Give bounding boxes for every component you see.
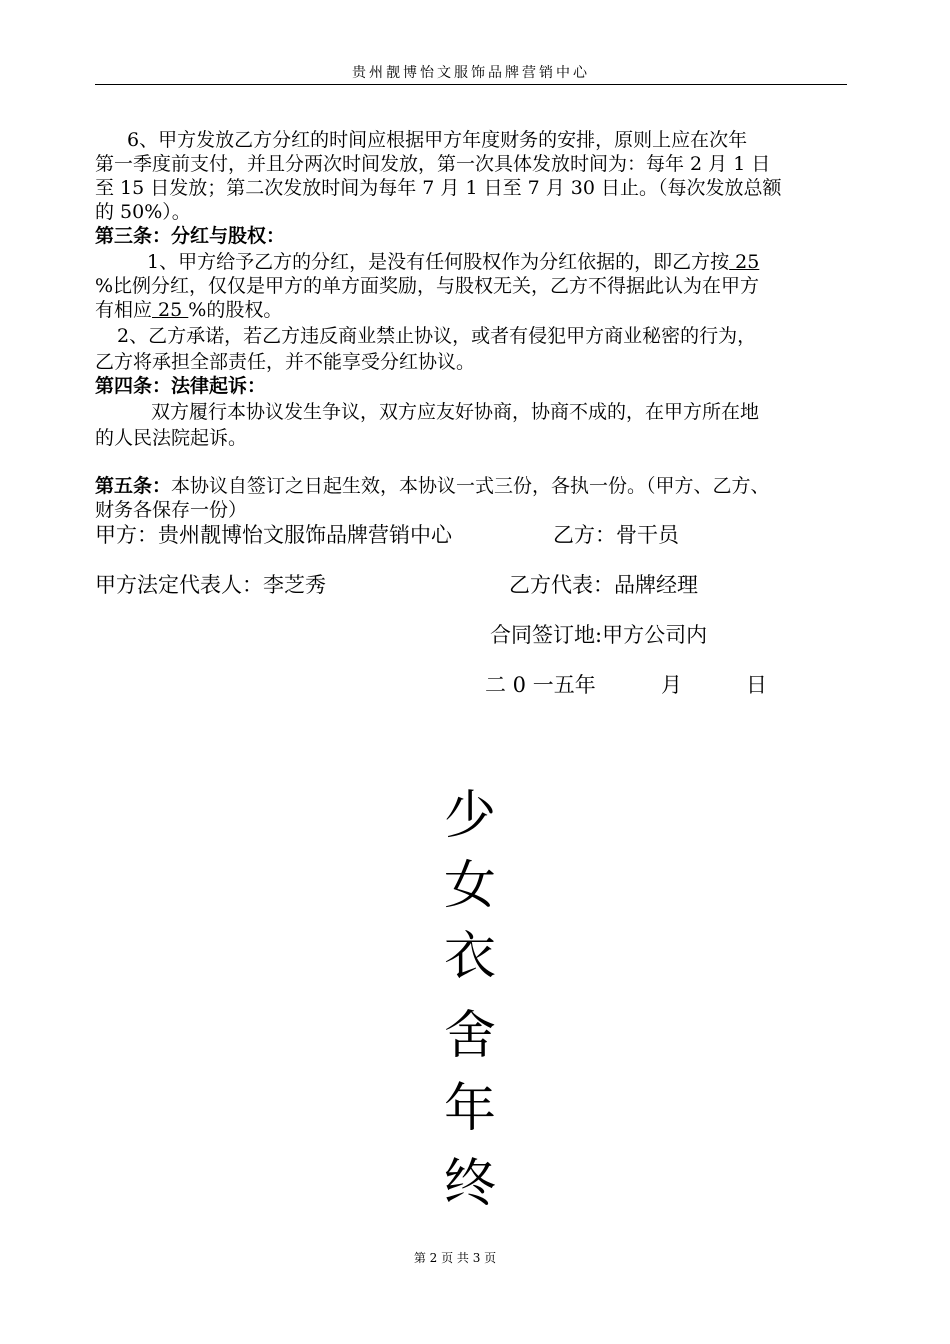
page-header: 贵州靓博怡文服饰品牌营销中心 <box>95 62 847 85</box>
party-b-representative: 乙方代表：品牌经理 <box>509 573 698 597</box>
article3-p2-line1: 2、乙方承诺，若乙方违反商业禁止协议，或者有侵犯甲方商业秘密的行为， <box>117 325 757 347</box>
article3-p1-line3 <box>95 298 855 322</box>
vertical-title-char-2: 女 <box>443 856 496 916</box>
article5-line2: 财务各保存一份） <box>95 499 248 521</box>
article4-line1: 双方履行本协议发生争议，双方应友好协商，协商不成的，在甲方所在地 <box>151 401 760 423</box>
vertical-title-char-3: 衣 <box>443 927 496 987</box>
article3-title: 第三条：分红与股权： <box>95 225 286 247</box>
article3-p1-line2: %比例分红，仅仅是甲方的单方面奖励，与股权无关，乙方不得据此认为在甲方 <box>95 275 760 297</box>
article3-p1-text: 1、甲方给予乙方的分红，是没有任何股权作为分红依据的，即乙方按 <box>147 251 730 273</box>
article3-p1-text-a: 有相应 <box>95 299 153 321</box>
clause6-line1: 6、甲方发放乙方分红的时间应根据甲方年度财务的安排，原则上应在次年 <box>127 129 748 151</box>
clause6-line2: 第一季度前支付，并且分两次时间发放，第一次具体发放时间为：每年 2 月 1 日 <box>95 153 771 175</box>
signing-date-day: 日 <box>746 673 767 697</box>
vertical-title-char-5: 年 <box>443 1079 496 1139</box>
article5-text: 本协议自签订之日起生效，本协议一式三份，各执一份。（甲方、乙方、 <box>171 475 770 497</box>
party-a-name: 甲方：贵州靓博怡文服饰品牌营销中心 <box>95 523 452 547</box>
article3-p1-text-b: %的股权。 <box>188 299 283 321</box>
article5-line1 <box>95 474 855 498</box>
signing-date-year: 二 0 一五年 <box>485 673 596 697</box>
ratio-value-1: 25 <box>729 251 760 273</box>
clause6-line4: 的 50%）。 <box>95 201 191 223</box>
vertical-title-char-4: 舍 <box>443 1006 496 1066</box>
vertical-title-char-1: 少 <box>443 786 496 846</box>
article3-p1-line1 <box>95 250 907 274</box>
article5-title: 第五条： <box>95 475 172 497</box>
party-a-representative: 甲方法定代表人：李芝秀 <box>95 573 326 597</box>
vertical-title-char-6: 终 <box>443 1154 496 1214</box>
signing-place: 合同签订地:甲方公司内 <box>490 623 708 647</box>
article4-line2: 的人民法院起诉。 <box>95 427 248 449</box>
page-number: 第 2 页 共 3 页 <box>413 1251 497 1265</box>
article4-title: 第四条：法律起诉： <box>95 375 267 397</box>
ratio-value-2: 25 <box>152 299 189 321</box>
signing-date-month: 月 <box>661 673 682 697</box>
party-b-name: 乙方：骨干员 <box>553 523 679 547</box>
article3-p2-line2: 乙方将承担全部责任，并不能享受分红协议。 <box>95 351 476 373</box>
clause6-line3: 至 15 日发放；第二次发放时间为每年 7 月 1 日至 7 月 30 日止。（每次发放总额 <box>95 177 782 199</box>
